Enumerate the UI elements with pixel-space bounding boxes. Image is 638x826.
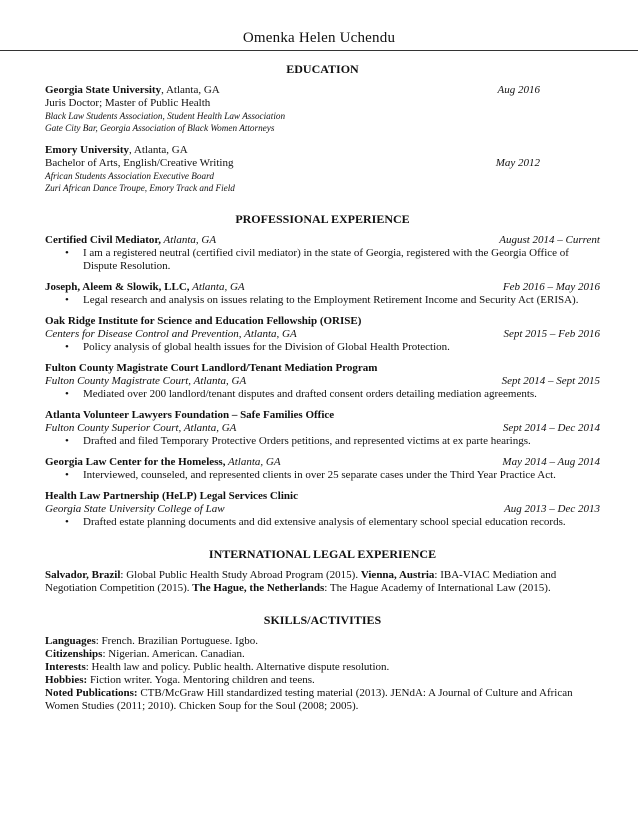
employer-location: Atlanta, GA (160, 234, 217, 246)
skill-text: : Nigerian. American. Canadian. (102, 648, 245, 660)
experience-date: Aug 2013 – Dec 2013 (504, 503, 600, 515)
experience-heading: PROFESSIONAL EXPERIENCE (235, 212, 410, 226)
header-rule (0, 50, 638, 51)
school-location: , Atlanta, GA (129, 144, 188, 156)
education-date: Aug 2016 (497, 84, 540, 96)
intl-detail: : Global Public Health Study Abroad Program (2015). (120, 569, 361, 581)
skills-list (45, 635, 600, 713)
employer-subtitle: Fulton County Superior Court, Atlanta, GA (45, 422, 237, 434)
employer: Georgia Law Center for the Homeless, (45, 456, 226, 468)
employer-subtitle: Georgia State University College of Law (45, 503, 225, 515)
education-activity: African Students Association Executive Board (45, 171, 214, 181)
employer-location: Atlanta, GA (225, 456, 281, 468)
experience-entry (45, 490, 600, 529)
skill-item (45, 635, 600, 648)
employer: Certified Civil Mediator, (45, 234, 161, 246)
education-date: May 2012 (495, 157, 540, 169)
employer-location: Atlanta, GA (189, 281, 245, 293)
education-entry (45, 144, 600, 194)
school-location: , Atlanta, GA (161, 84, 220, 96)
skill-text: : French. Brazilian Portuguese. Igbo. (95, 635, 258, 647)
skills-heading: SKILLS/ACTIVITIES (263, 613, 382, 627)
degree: Bachelor of Arts, English/Creative Writing (45, 157, 234, 169)
intl-detail: : The Hague Academy of International Law (2015). (324, 582, 551, 594)
education-activity: Gate City Bar, Georgia Association of Black Women Attorneys (45, 123, 275, 133)
skill-text: : Health law and policy. Public health. Alternative dispute resolution. (85, 661, 390, 673)
skill-label: Hobbies: (45, 674, 88, 686)
skill-item (45, 648, 600, 661)
school-name: Emory University (45, 144, 130, 156)
intl-detail: : IBA-VIAC Mediation and Negotiation Competition (2015). (45, 569, 557, 594)
experience-entry (45, 234, 600, 273)
experience-entry (45, 362, 600, 401)
skill-item (45, 674, 600, 687)
employer-subtitle: Fulton County Magistrate Court, Atlanta, GA (45, 375, 247, 387)
skill-label: Noted Publications: (45, 687, 138, 699)
employer-subtitle: Centers for Disease Control and Prevention, Atlanta, GA (45, 328, 297, 340)
degree: Juris Doctor; Master of Public Health (45, 97, 211, 109)
education-heading: EDUCATION (286, 62, 359, 76)
employer: Oak Ridge Institute for Science and Education Fellowship (ORISE) (45, 315, 362, 327)
intl-place: Vienna, Austria (360, 569, 435, 581)
education-activity: Zuri African Dance Troupe, Emory Track and Field (45, 183, 235, 193)
skill-text: Fiction writer. Yoga. Mentoring children and teens. (87, 674, 315, 686)
experience-date: Sept 2015 – Feb 2016 (503, 328, 600, 340)
employer: Health Law Partnership (HeLP) Legal Services Clinic (45, 490, 298, 502)
employer: Atlanta Volunteer Lawyers Foundation – Safe Families Office (45, 409, 335, 421)
employer: Fulton County Magistrate Court Landlord/Tenant Mediation Program (45, 362, 378, 374)
experience-entry (45, 281, 600, 307)
experience-date: Sept 2014 – Sept 2015 (501, 375, 600, 387)
experience-bullet: • Drafted and filed Temporary Protective Orders petitions, and represented victims at ex parte hearings. (45, 435, 600, 448)
experience-entry (45, 315, 600, 354)
international-summary (45, 569, 600, 595)
experience-bullet: • Drafted estate planning documents and did extensive analysis of elementary school special education records. (45, 516, 600, 529)
employer: Joseph, Aleem & Slowik, LLC, (45, 281, 190, 293)
experience-bullet: • Legal research and analysis on issues relating to the Employment Retirement Income and Security Act (ERISA). (45, 294, 600, 307)
skill-label: Citizenships (45, 648, 103, 660)
experience-date: May 2014 – Aug 2014 (502, 456, 600, 468)
education-activity: Black Law Students Association, Student Health Law Association (45, 111, 286, 121)
school-name: Georgia State University (45, 84, 162, 96)
skill-label: Interests (45, 661, 86, 673)
experience-date: August 2014 – Current (499, 234, 600, 246)
candidate-name: Omenka Helen Uchendu (242, 30, 396, 46)
skill-item (45, 661, 600, 674)
experience-date: Sept 2014 – Dec 2014 (502, 422, 600, 434)
education-entry (45, 84, 600, 134)
international-heading: INTERNATIONAL LEGAL EXPERIENCE (208, 547, 437, 561)
experience-date: Feb 2016 – May 2016 (502, 281, 600, 293)
skill-item (45, 687, 600, 713)
intl-place: The Hague, the Netherlands (192, 582, 325, 594)
intl-place: Salvador, Brazil (45, 569, 121, 581)
skill-text: CTB/McGraw Hill standardized testing material (2013). JENdA: A Journal of Culture and African Women Studies (2011; 2010). Chicken Soup for the Soul (2008; 2005). (45, 687, 573, 712)
resume-content (45, 62, 600, 713)
experience-bullet: • Mediated over 200 landlord/tenant disputes and drafted consent orders detailing mediation agreements. (45, 388, 600, 401)
experience-bullet: • I am a registered neutral (certified civil mediator) in the state of Georgia, registered with the Georgia Office of Dispute Resolution. (45, 247, 600, 273)
experience-bullet: • Interviewed, counseled, and represented clients in over 25 separate cases under the Third Year Practice Act. (45, 469, 600, 482)
skill-label: Languages (45, 635, 96, 647)
experience-entry (45, 409, 600, 448)
experience-bullet: • Policy analysis of global health issues for the Division of Global Health Protection. (45, 341, 600, 354)
experience-entry (45, 456, 600, 482)
